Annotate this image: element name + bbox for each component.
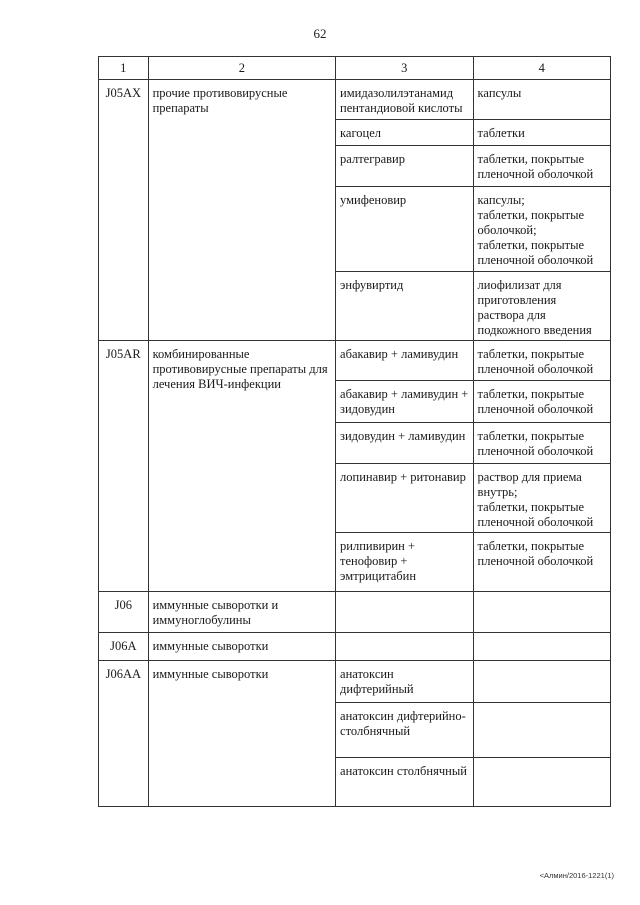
dosage-form-text: таблетки, покрытые пленочной оболочкой [477, 152, 594, 181]
drug-name: анатоксин дифтерийно-столбнячный [336, 703, 473, 758]
dosage-form [474, 592, 610, 632]
table-row [99, 661, 611, 807]
dosage-forms-cell [473, 661, 610, 807]
atc-code-cell: J06AA [99, 661, 149, 807]
header-column-1: 1 [99, 57, 149, 80]
group-name-cell: иммунные сыворотки [148, 633, 335, 661]
dosage-forms-cell [473, 592, 610, 633]
dosage-form-text: капсулы [477, 86, 522, 100]
drug-name: имидазолилэтанамид пентандиовой кислоты [336, 80, 473, 120]
drug-name: абакавир + ламивудин + зидовудин [336, 381, 473, 423]
header-column-4: 4 [473, 57, 610, 80]
dosage-form-text: таблетки, покрытые пленочной оболочкой [477, 347, 594, 376]
table-header-row [99, 57, 611, 80]
dosage-forms-cell [473, 633, 610, 661]
header-column-2: 2 [148, 57, 335, 80]
dosage-form-text: таблетки [477, 126, 525, 140]
drug-name: кагоцел [336, 120, 473, 146]
drug-name [336, 633, 473, 660]
table-row [99, 341, 611, 592]
drug-names-cell [336, 80, 474, 341]
drug-name: анатоксин дифтерийный [336, 661, 473, 703]
dosage-form [474, 423, 610, 464]
dosage-form [474, 703, 610, 758]
dosage-form-text: лиофилизат для приготовления раствора для подкожного введения [477, 278, 592, 337]
dosage-form [474, 381, 610, 423]
dosage-form [474, 758, 610, 806]
dosage-form-text: таблетки, покрытые пленочной оболочкой [477, 539, 594, 568]
dosage-form [474, 341, 610, 381]
drug-names-cell [336, 661, 474, 807]
table-row [99, 633, 611, 661]
dosage-forms-cell [473, 341, 610, 592]
dosage-form [474, 80, 610, 120]
drug-name: анатоксин столбнячный [340, 764, 467, 778]
footer-reference: <Алмин/2016-1221(1) [539, 871, 614, 880]
drug-name: энфувиртид [340, 278, 404, 292]
dosage-form [474, 633, 610, 660]
drug-name: абакавир + ламивудин [336, 341, 473, 381]
dosage-form-text: таблетки, покрытые пленочной оболочкой [477, 387, 594, 416]
drug-name: рилпивирин + тенофовир + эмтрицитабин [340, 539, 417, 583]
group-name-cell: комбинированные противовирусные препараты для лечения ВИЧ-инфекции [148, 341, 335, 592]
drug-name: лопинавир + ритонавир [336, 464, 473, 533]
dosage-form [474, 661, 610, 703]
dosage-forms-cell [473, 80, 610, 341]
dosage-form [474, 533, 610, 591]
dosage-form [474, 272, 610, 340]
table-row [99, 592, 611, 633]
drug-name: умифеновир [336, 187, 473, 272]
dosage-form [474, 187, 610, 272]
dosage-form [474, 146, 610, 187]
drug-name: ралтегравир [336, 146, 473, 187]
drug-name: зидовудин + ламивудин [336, 423, 473, 464]
table-row [99, 80, 611, 341]
dosage-form-text: таблетки, покрытые пленочной оболочкой [477, 429, 594, 458]
atc-code-cell: J06A [99, 633, 149, 661]
drug-name [336, 592, 473, 632]
group-name-cell: иммунные сыворотки и иммуноглобулины [148, 592, 335, 633]
atc-code-cell: J06 [99, 592, 149, 633]
drug-names-cell [336, 341, 474, 592]
dosage-form-text: раствор для приема внутрь; таблетки, покрытые пленочной оболочкой [477, 470, 594, 529]
group-name-cell: прочие противовирусные препараты [148, 80, 335, 341]
page-number: 62 [313, 26, 327, 41]
drug-names-cell [336, 633, 474, 661]
header-column-3: 3 [336, 57, 474, 80]
dosage-form [474, 120, 610, 146]
dosage-form-text: капсулы; таблетки, покрытые оболочкой; таблетки, покрытые пленочной оболочкой [477, 193, 594, 267]
dosage-form [474, 464, 610, 533]
drug-names-cell [336, 592, 474, 633]
group-name-cell: иммунные сыворотки [148, 661, 335, 807]
atc-code-cell: J05AR [99, 341, 149, 592]
atc-code-cell: J05AX [99, 80, 149, 341]
drug-classification-table [98, 56, 611, 807]
